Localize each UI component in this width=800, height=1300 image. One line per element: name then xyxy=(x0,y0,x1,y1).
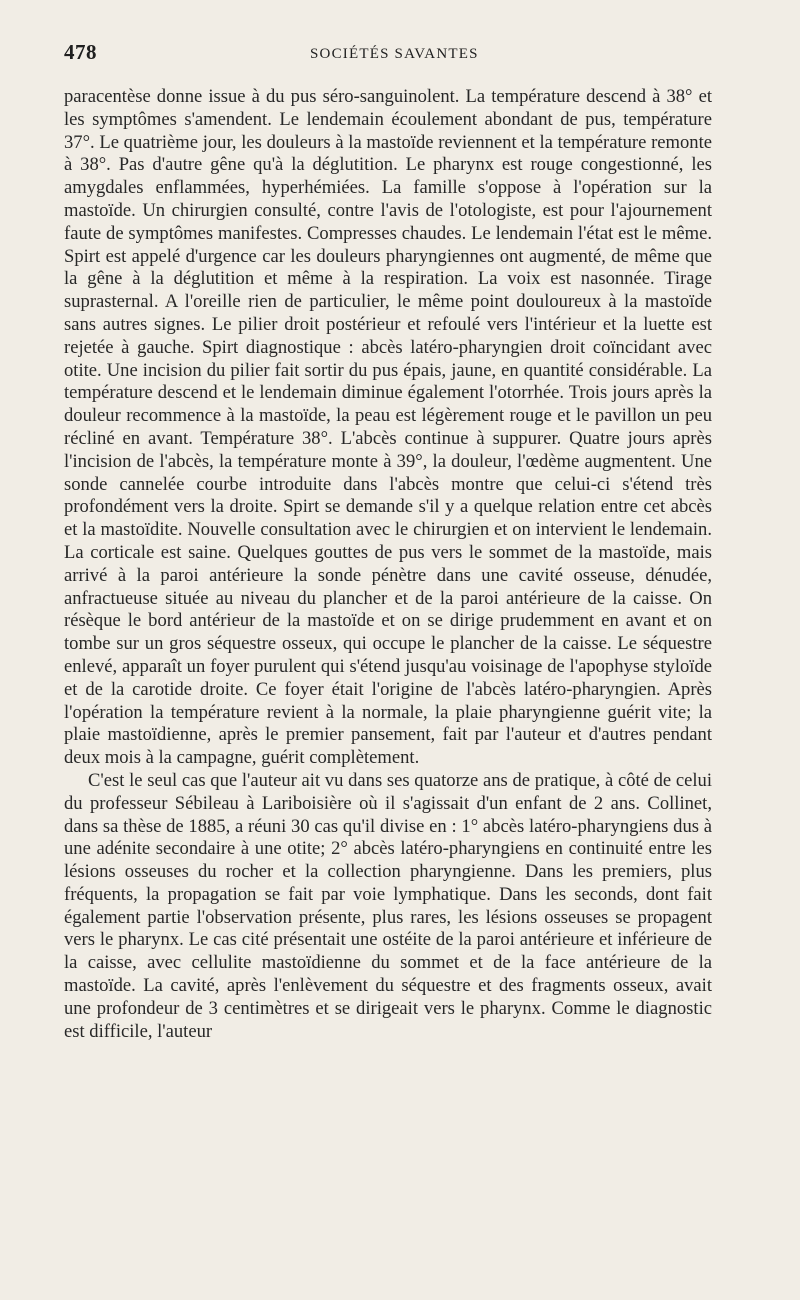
paragraph-discussion: C'est le seul cas que l'auteur ait vu dans ses quatorze ans de pratique, à côté de celui du professeur Sébileau à Lariboisière où il s'agissait d'un enfant de 2 ans. Collinet, dans sa thèse de 1885, a réuni 30 cas qu'il divise en : 1° abcès latéro-pharyngiens dus à une adénite secondaire à une otite; 2° abcès latéro-pharyngiens en continuité entre les lésions osseuses du rocher et la collection pharyngienne. Dans les premiers, plus fréquents, la propagation se fait par voie lymphatique. Dans les seconds, dont fait également partie l'observation présente, plus rares, les lésions osseuses se propagent vers le pharynx. Le cas cité présentait une ostéite de la paroi antérieure et inférieure de la caisse, avec cellulite mastoïdienne du sommet et de la face antérieure de la mastoïde. La cavité, après l'enlèvement du séquestre et des fragments osseux, avait une profondeur de 3 centimètres et se dirigeait vers le pharynx. Comme le diagnostic est difficile, l'auteur xyxy=(64,769,712,1042)
paragraph-continuation: paracentèse donne issue à du pus séro-sanguinolent. La température descend à 38° et les symptômes s'amendent. Le lendemain écoulement abondant de pus, température 37°. Le quatrième jour, les douleurs à la mastoïde reviennent et la température remonte à 38°. Pas d'autre gêne qu'à la déglutition. Le pharynx est rouge congestionné, les amygdales enflammées, hyperhémiées. La famille s'oppose à l'opération sur la mastoïde. Un chirurgien consulté, contre l'avis de l'otologiste, est pour l'ajournement faute de symptômes manifestes. Compresses chaudes. Le lendemain l'état est le même. Spirt est appelé d'urgence car les douleurs pharyngiennes ont augmenté, de même que la gêne à la déglutition et même à la respiration. La voix est nasonnée. Tirage suprasternal. A l'oreille rien de particulier, le même point douloureux à la mastoïde sans autres signes. Le pilier droit postérieur et refoulé vers l'intérieur et la luette est rejetée à gauche. Spirt diagnostique : abcès latéro-pharyngien droit coïncidant avec otite. Une incision du pilier fait sortir du pus épais, jaune, en quantité considérable. La température descend et le lendemain diminue également l'otorrhée. Trois jours après la douleur recommence à la mastoïde, la peau est légèrement rouge et le pavillon un peu récliné en avant. Température 38°. L'abcès continue à suppurer. Quatre jours après l'incision de l'abcès, la température monte à 39°, la douleur, l'œdème augmentent. Une sonde cannelée courbe introduite dans l'abcès montre que celui-ci s'étend très profondément vers la droite. Spirt se demande s'il y a quelque relation entre cet abcès et la mastoïdite. Nouvelle consultation avec le chirurgien et on intervient le lendemain. La corticale est saine. Quelques gouttes de pus vers le sommet de la mastoïde, mais arrivé à la paroi antérieure la sonde pénètre dans une cavité osseuse, dénudée, anfractueuse située au niveau du plancher et de la paroi antérieure de la caisse. On résèque le bord antérieur de la mastoïde et on se dirige prudemment en avant et on tombe sur un gros séquestre osseux, qui occupe le plancher de la caisse. Le séquestre enlevé, apparaît un foyer purulent qui s'étend jusqu'au voisinage de l'apophyse styloïde et de la carotide droite. Ce foyer était l'origine de l'abcès latéro-pharyngien. Après l'opération la température revient à la normale, la plaie pharyngienne guérit vite; la plaie mastoïdienne, après le premier pansement, fait par l'auteur et d'autres pendant deux mois à la campagne, guérit complètement. xyxy=(64,86,712,769)
page-number: 478 xyxy=(64,40,97,64)
page-header xyxy=(64,40,720,68)
running-title: SOCIÉTÉS SAVANTES xyxy=(310,46,479,62)
body-text xyxy=(64,86,712,1043)
